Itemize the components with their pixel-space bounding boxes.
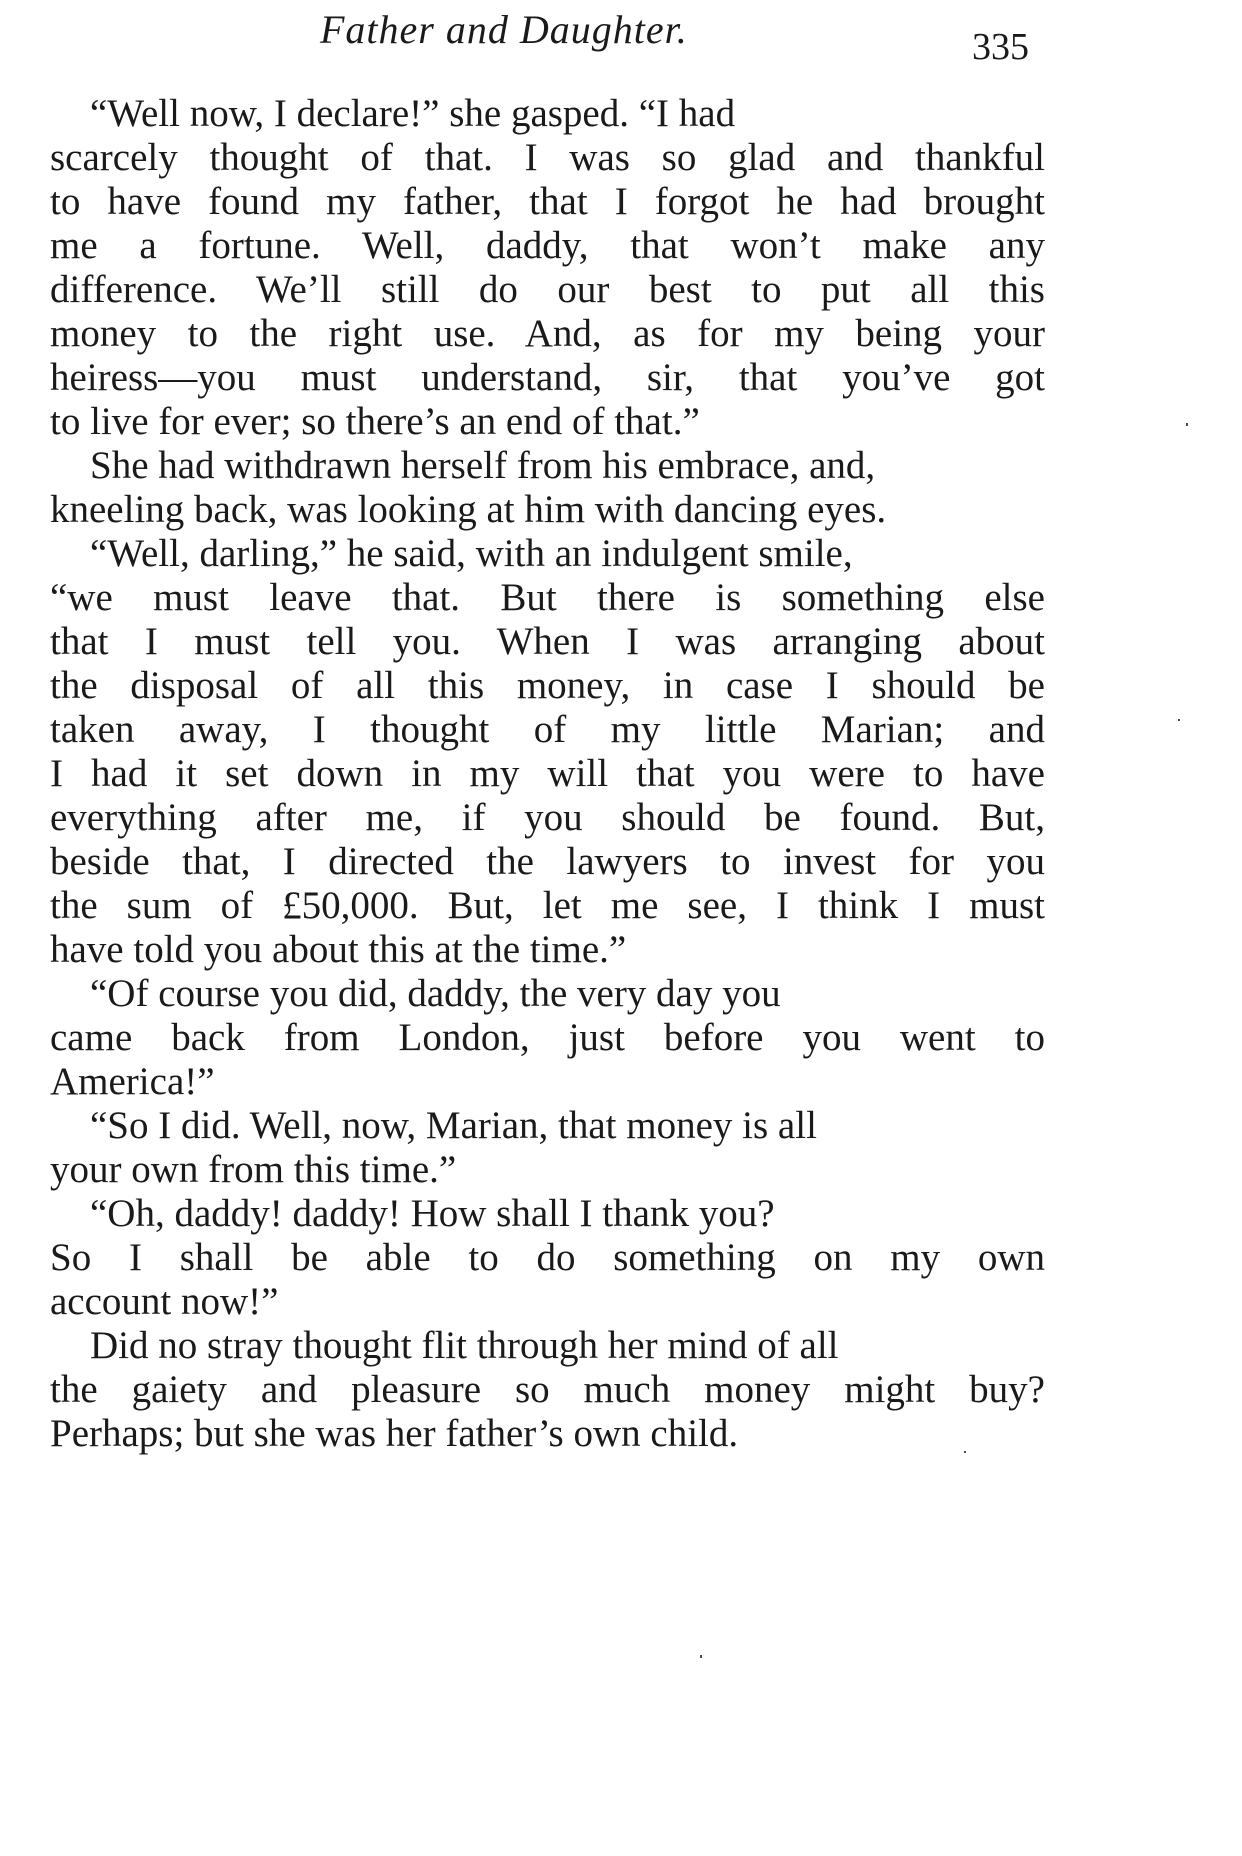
text-line: “Of course you did, daddy, the very day you (90, 972, 781, 1015)
scan-speck (1186, 423, 1188, 426)
text-line: heiress—you must understand, sir, that you’ve got (50, 356, 1045, 399)
scan-speck (964, 1451, 966, 1453)
scan-speck (1178, 719, 1180, 721)
text-line: difference. We’ll still do our best to put all this (50, 268, 1045, 311)
text-line: “Oh, daddy! daddy! How shall I thank you? (90, 1192, 775, 1235)
text-line: She had withdrawn herself from his embrace, and, (90, 444, 876, 487)
text-line: to live for ever; so there’s an end of that.” (50, 400, 700, 443)
text-line: came back from London, just before you went to (50, 1016, 1045, 1059)
text-line: Perhaps; but she was her father’s own child. (50, 1412, 739, 1455)
text-line: have told you about this at the time.” (50, 928, 627, 971)
running-title: Father and Daughter. (320, 7, 688, 52)
text-line: the disposal of all this money, in case I should be (50, 664, 1045, 707)
text-line: the sum of £50,000. But, let me see, I think I must (50, 884, 1045, 927)
text-line: that I must tell you. When I was arranging about (50, 620, 1045, 663)
text-line: the gaiety and pleasure so much money might buy? (50, 1368, 1045, 1411)
text-line: I had it set down in my will that you were to have (50, 752, 1045, 795)
text-line: “Well, darling,” he said, with an indulgent smile, (90, 532, 853, 575)
text-line: your own from this time.” (50, 1148, 457, 1191)
text-line: “Well now, I declare!” she gasped. “I had (90, 92, 736, 135)
text-line: money to the right use. And, as for my being your (50, 312, 1045, 355)
text-line: “we must leave that. But there is something else (50, 576, 1045, 619)
scan-speck (700, 1655, 702, 1658)
page-number: 335 (972, 26, 1029, 68)
text-line: everything after me, if you should be found. But, (50, 796, 1045, 839)
text-line: account now!” (50, 1280, 279, 1323)
text-line: scarcely thought of that. I was so glad and thankful (50, 136, 1045, 179)
text-line: me a fortune. Well, daddy, that won’t make any (50, 224, 1045, 267)
text-line: beside that, I directed the lawyers to invest for you (50, 840, 1045, 883)
text-line: Did no stray thought flit through her mind of all (90, 1324, 839, 1367)
text-line: So I shall be able to do something on my own (50, 1236, 1045, 1279)
text-line: America!” (50, 1060, 215, 1103)
text-line: to have found my father, that I forgot he had brought (50, 180, 1045, 223)
text-line: “So I did. Well, now, Marian, that money is all (90, 1104, 817, 1147)
text-line: taken away, I thought of my little Marian; and (50, 708, 1045, 751)
text-line: kneeling back, was looking at him with dancing eyes. (50, 488, 887, 531)
